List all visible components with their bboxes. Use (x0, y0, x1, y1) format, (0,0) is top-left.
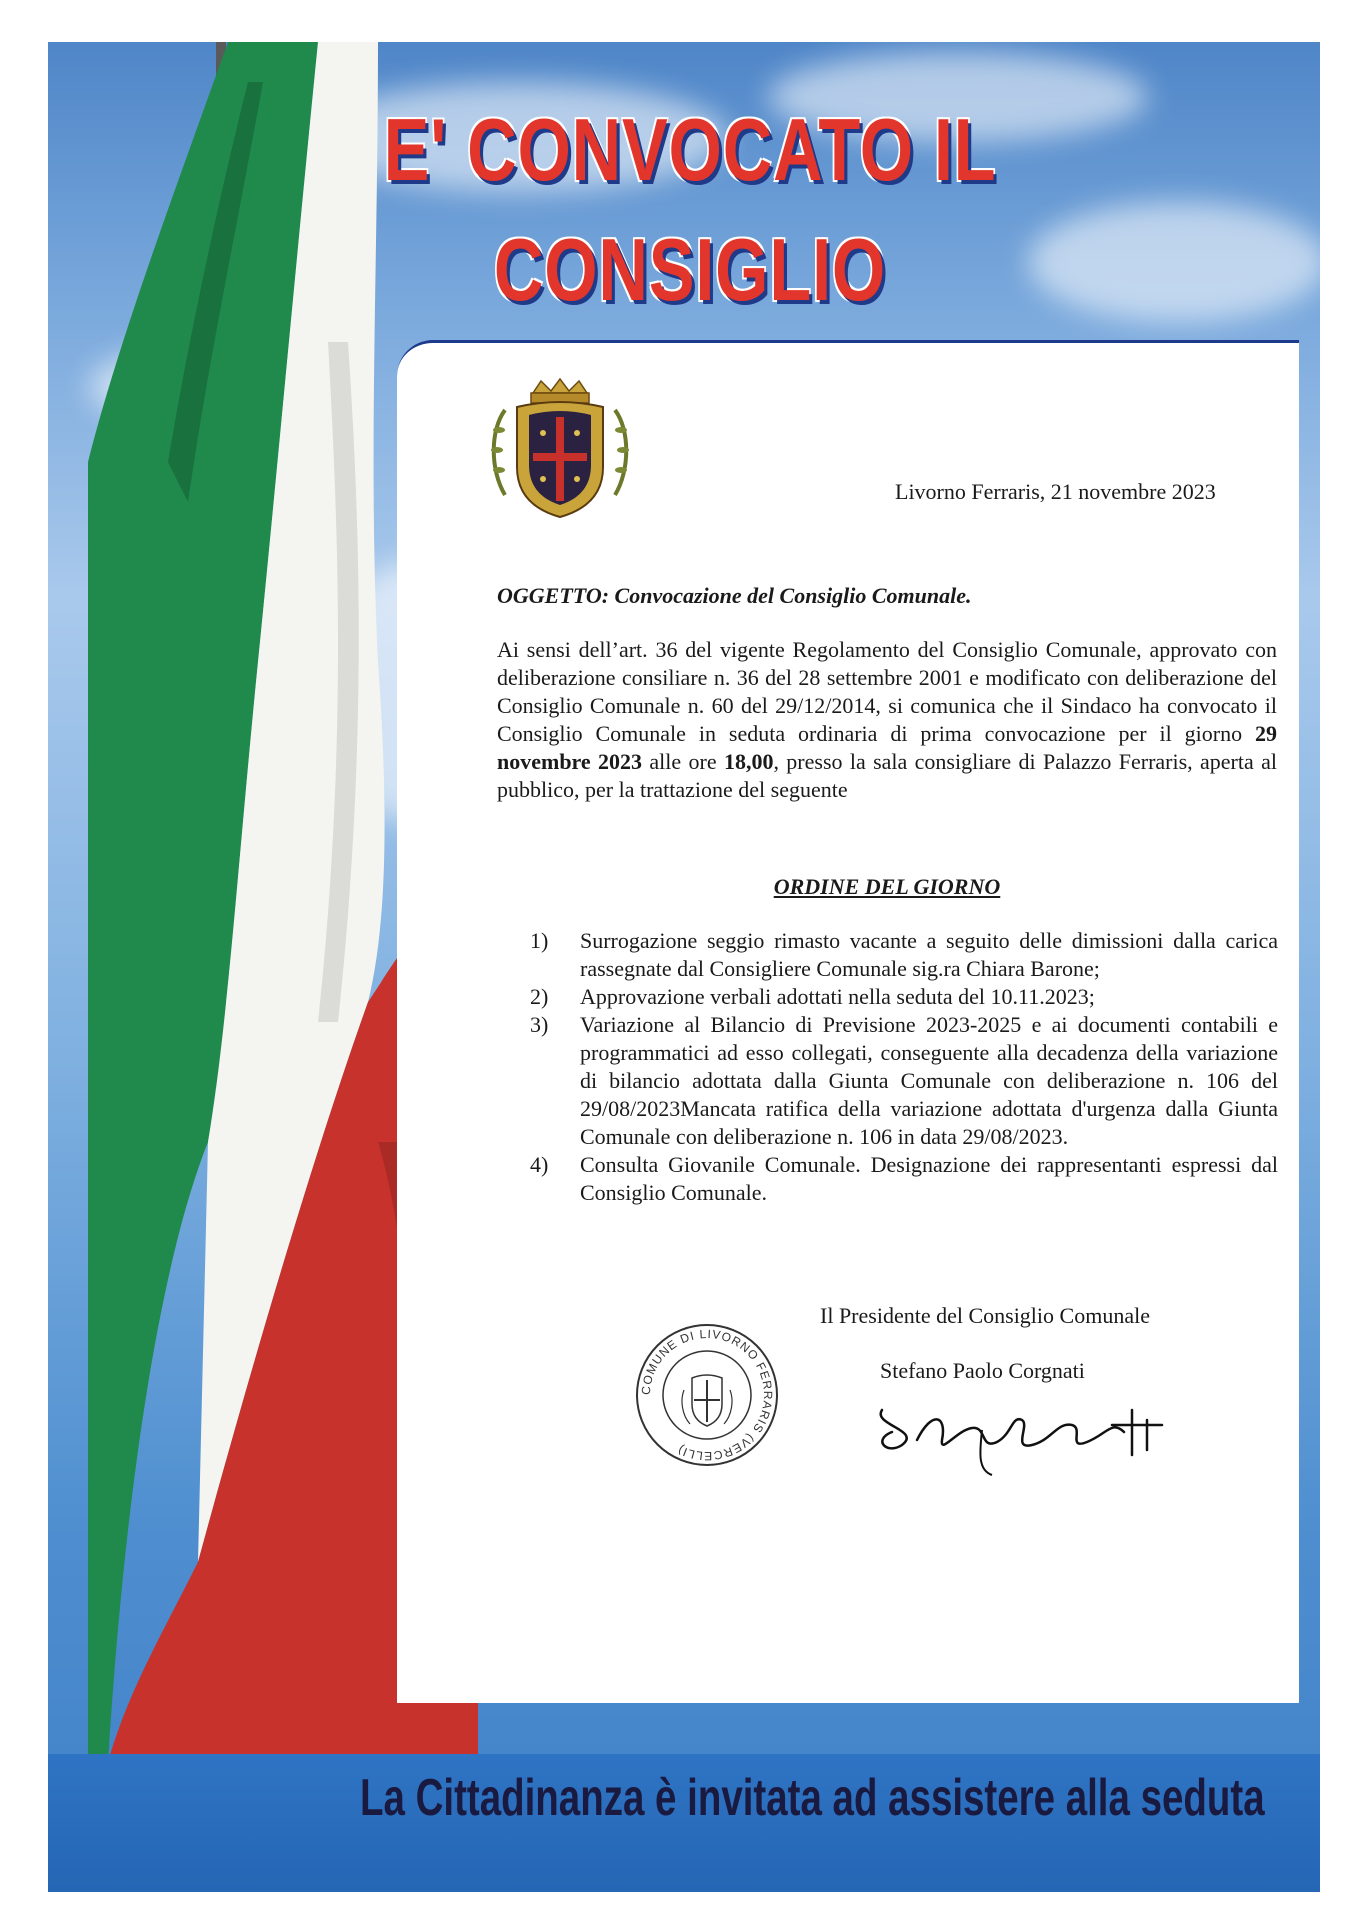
agenda-list (530, 927, 1278, 1207)
body-paragraph (497, 636, 1277, 804)
handwritten-signature (862, 1370, 1182, 1480)
agenda-title: ORDINE DEL GIORNO (773, 874, 1001, 899)
agenda-item (530, 927, 1278, 983)
signoff-title: Il Presidente del Consiglio Comunale (820, 1303, 1150, 1328)
agenda-item (530, 1011, 1278, 1151)
agenda-item (530, 983, 1278, 1011)
body-part-1: Ai sensi dell’art. 36 del vigente Regolamento del Consiglio Comunale, approvato con deliberazione consiliare n. 36 del 28 settembre 2001 e modificato con deliberazione del Consiglio Comunale n. 60 del 29/12/2014, si comunica che il Sindaco ha convocato il Consiglio Comunale in seduta ordinaria di prima convocazione per il giorno (497, 637, 1277, 746)
subject-line: OGGETTO: Convocazione del Consiglio Comunale. (497, 583, 972, 608)
agenda-item-text: Approvazione verbali adottati nella seduta del 10.11.2023; (580, 984, 1095, 1009)
stamp-ring-text: COMUNE DI LIVORNO FERRARIS (VERCELLI) (638, 1326, 776, 1464)
body-part-2: alle ore (642, 749, 724, 774)
body-part-3: , presso la sala consigliare di Palazzo Ferraris, aperta al pubblico, per la trattazione del seguente (497, 749, 1277, 802)
municipal-crest-icon (485, 375, 635, 525)
headline-line-2: CONSIGLIO (493, 220, 887, 319)
agenda-item-number: 4) (530, 1152, 549, 1177)
headline-line-1: E' CONVOCATO IL (383, 100, 997, 199)
agenda-item-number: 3) (530, 1012, 549, 1037)
agenda-item-text: Surrogazione seggio rimasto vacante a seguito delle dimissioni dalla carica rassegnate dal Consigliere Comunale sig.ra Chiara Barone; (580, 928, 1278, 981)
meeting-date: 29 novembre 2023 (497, 721, 1277, 774)
bottom-banner-text: La Cittadinanza è invitata ad assistere alla seduta (360, 1769, 1265, 1827)
place-date: Livorno Ferraris, 21 novembre 2023 (895, 479, 1216, 504)
agenda-item-number: 1) (530, 928, 549, 953)
meeting-time: 18,00 (723, 749, 774, 774)
signer-name: Stefano Paolo Corgnati (880, 1358, 1085, 1383)
official-stamp (632, 1320, 782, 1470)
agenda-item (530, 1151, 1278, 1207)
agenda-item-number: 2) (530, 984, 549, 1009)
agenda-item-text: Consulta Giovanile Comunale. Designazione dei rappresentanti espressi dal Consiglio Comunale. (580, 1152, 1278, 1205)
agenda-item-text: Variazione al Bilancio di Previsione 2023-2025 e ai documenti contabili e programmatici ad esso collegati, conseguente alla decadenza della variazione di bilancio adottata dalla Giunta Comunale con deliberazione n. 106 del 29/08/2023Mancata ratifica della variazione adottata d'urgenza dalla Giunta Comunale con deliberazione n. 106 in data 29/08/2023. (580, 1012, 1278, 1149)
